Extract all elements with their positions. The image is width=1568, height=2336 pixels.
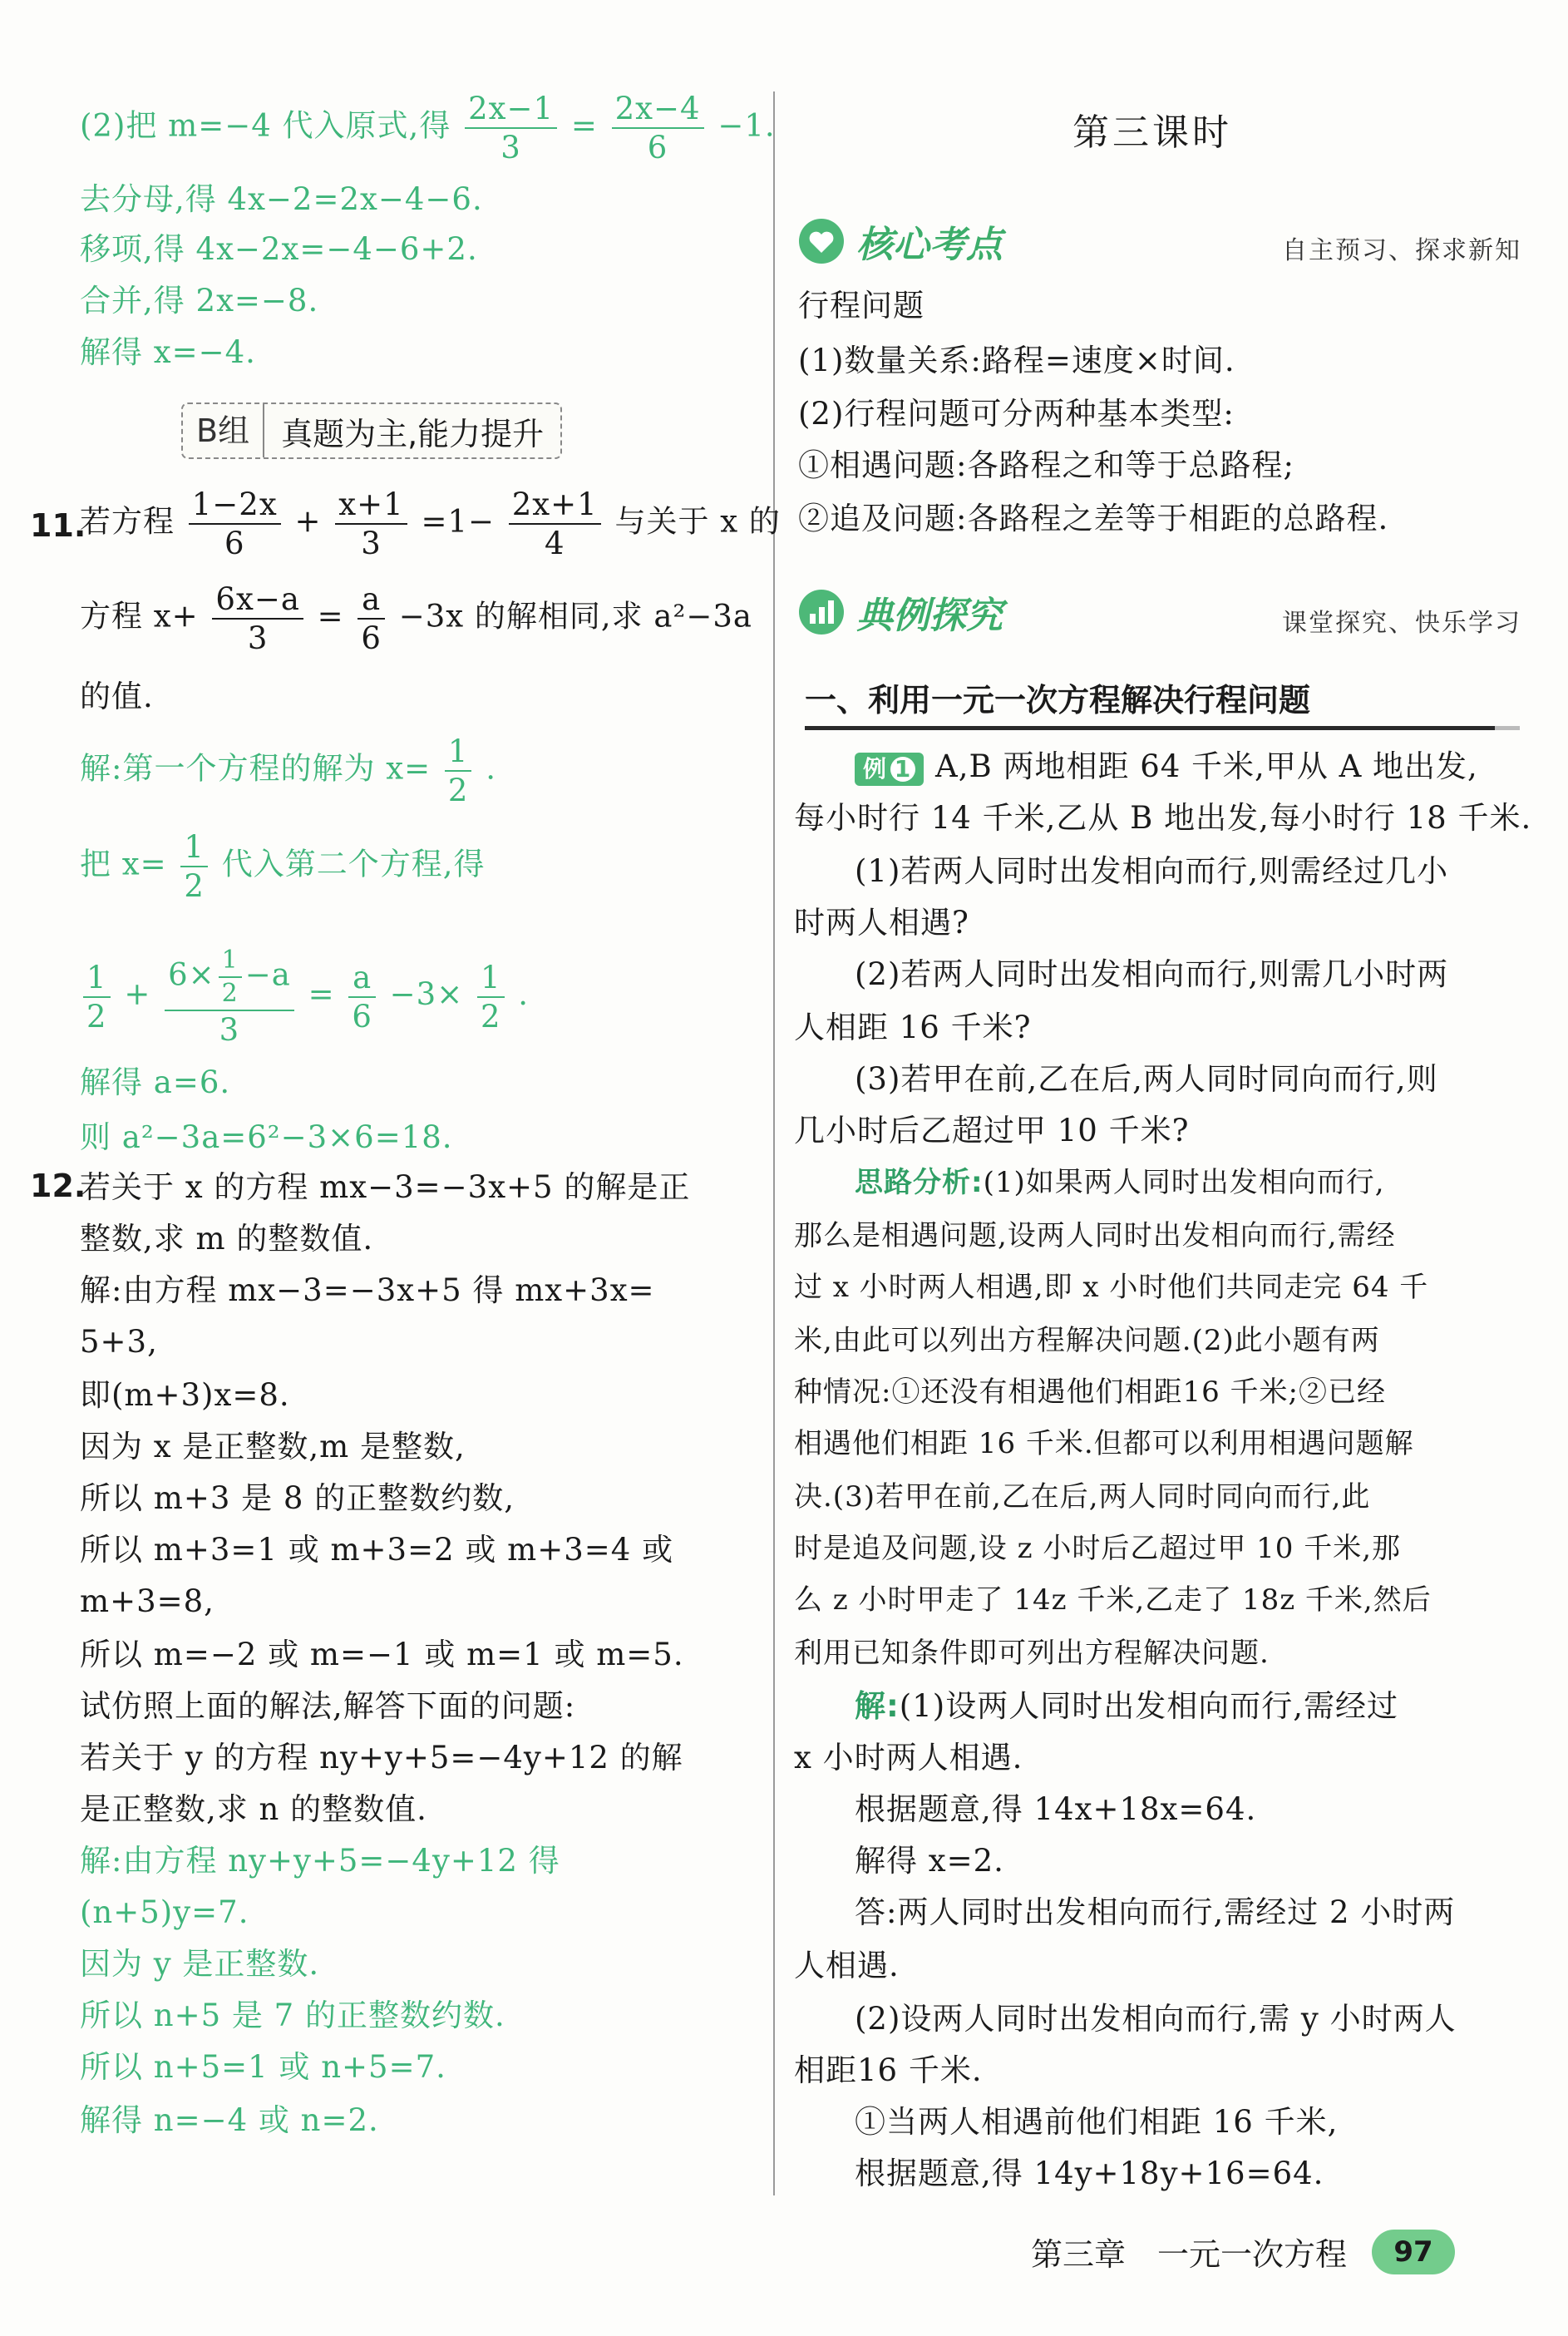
- solution-line3: 根据题意,得 14x+18x=64.: [855, 1791, 1257, 1827]
- text: 解:第一个方程的解为 x=: [80, 750, 431, 787]
- q12-line8: 所以 m+3=1 或 m+3=2 或 m+3=4 或: [80, 1532, 674, 1568]
- q11-line1: [80, 486, 781, 561]
- q12-answer-line4: 所以 n+5 是 7 的正整数约数.: [80, 1998, 505, 2033]
- text: −3x 的解相同,求 a²−3a: [398, 598, 752, 635]
- prev-solution-line5: 解得 x=−4.: [80, 334, 256, 370]
- text: =: [570, 107, 598, 144]
- analysis-line7: 决.(3)若甲在前,乙在后,两人同时同向而行,此: [794, 1480, 1371, 1514]
- q12-answer-line1: 解:由方程 ny+y+5=−4y+12 得: [80, 1843, 560, 1879]
- q12-line4: 5+3,: [80, 1324, 158, 1360]
- fraction: $\frac{1}{2}$: [180, 832, 208, 901]
- compound-fraction: 6× $\frac{1}{2}$ −a 3: [165, 948, 294, 1045]
- fraction: $\frac{a}{6}$: [348, 962, 376, 1032]
- text: =: [317, 598, 344, 635]
- prev-solution-line2: 去分母,得 4x−2=2x−4−6.: [80, 181, 483, 217]
- q12-answer-line3: 因为 y 是正整数.: [80, 1946, 320, 1982]
- text: .: [486, 750, 496, 787]
- b-group-text: 真题为主,能力提升: [281, 415, 545, 452]
- q12-answer-line2: (n+5)y=7.: [80, 1894, 249, 1930]
- q12-line5: 即(m+3)x=8.: [80, 1377, 290, 1413]
- fraction: $\frac{1}{2}$: [83, 962, 111, 1032]
- solution-line5: 答:两人同时出发相向而行,需经过 2 小时两: [855, 1894, 1456, 1930]
- text: −1.: [717, 107, 776, 144]
- solution-line8: 相距16 千米.: [794, 2052, 983, 2088]
- fraction: $\frac{2x-1}{3}$: [465, 93, 557, 163]
- solution-line10: 根据题意,得 14y+18y+16=64.: [855, 2156, 1324, 2191]
- q11-line2: [80, 581, 752, 656]
- example1-line3: (1)若两人同时出发相向而行,则需经过几小: [855, 853, 1449, 889]
- text: (2)把 m=−4 代入原式,得: [80, 107, 451, 144]
- solution-line9: ①当两人相遇前他们相距 16 千米,: [855, 2104, 1339, 2140]
- text: −3×: [389, 976, 464, 1012]
- typical-examples-header: [798, 587, 1546, 637]
- fraction: $\frac{1}{2}$: [219, 948, 242, 1006]
- q11-solution-line5: 则 a²−3a=6²−3×6=18.: [80, 1119, 453, 1155]
- example1-line5: (2)若两人同时出发相向而行,则需几小时两: [855, 956, 1449, 992]
- q12-line13: 是正整数,求 n 的整数值.: [80, 1791, 427, 1827]
- subsection-heading: 一、利用一元一次方程解决行程问题: [805, 678, 1503, 730]
- text: +: [294, 503, 322, 540]
- fraction: $\frac{6x-a}{3}$: [212, 584, 303, 654]
- solution-line2: x 小时两人相遇.: [794, 1740, 1023, 1775]
- solution-line6: 人相遇.: [794, 1948, 900, 1983]
- solution-label: 解:: [855, 1688, 900, 1724]
- core-points-subtitle: 自主预习、探求新知: [1282, 236, 1521, 265]
- analysis-label: 思路分析:: [855, 1166, 984, 1199]
- typical-examples-title: 典例探究: [856, 595, 1003, 637]
- text: =: [308, 976, 335, 1012]
- fraction: $\frac{2x-4}{6}$: [612, 93, 704, 163]
- q12-line11: 试仿照上面的解法,解答下面的问题:: [80, 1688, 576, 1724]
- text: (1)设两人同时出发相向而行,需经过: [899, 1688, 1398, 1724]
- text: A,B 两地相距 64 千米,甲从 A 地出发,: [935, 748, 1478, 784]
- text: 把 x=: [80, 846, 167, 882]
- core-points-title: 核心考点: [856, 224, 1003, 266]
- fraction: $\frac{a}{6}$: [357, 584, 385, 654]
- text: 代入第二个方程,得: [221, 846, 486, 882]
- q12-line12: 若关于 y 的方程 ny+y+5=−4y+12 的解: [80, 1740, 683, 1775]
- example1-line4: 时两人相遇?: [794, 905, 969, 941]
- fraction: $\frac{1}{2}$: [477, 962, 505, 1032]
- b-group-tag: B组: [183, 404, 264, 457]
- q11-solution-line2: [80, 829, 486, 904]
- q12-line2: 整数,求 m 的整数值.: [80, 1221, 374, 1257]
- q12-answer-line6: 解得 n=−4 或 n=2.: [80, 2102, 379, 2138]
- lesson-title: 第三课时: [1072, 111, 1232, 154]
- q11-solution-line3: [80, 946, 530, 1048]
- page-footer: [1031, 2229, 1455, 2274]
- q12-line7: 所以 m+3 是 8 的正整数约数,: [80, 1480, 515, 1516]
- q12-line3: 解:由方程 mx−3=−3x+5 得 mx+3x=: [80, 1272, 655, 1308]
- text: 与关于 x 的: [614, 503, 781, 540]
- example1-line1: [855, 747, 1478, 787]
- analysis-line3: 过 x 小时两人相遇,即 x 小时他们共同走完 64 千: [794, 1271, 1429, 1304]
- text: =1−: [421, 503, 495, 540]
- heart-icon: [798, 218, 845, 264]
- example-badge: 例 1: [855, 753, 924, 786]
- fraction: $\frac{1}{2}$: [445, 736, 472, 806]
- q11-solution-line1: [80, 733, 496, 808]
- typical-examples-subtitle: 课堂探究、快乐学习: [1282, 609, 1521, 638]
- example1-line8: 几小时后乙超过甲 10 千米?: [794, 1113, 1190, 1148]
- core-line-2: (1)数量关系:路程=速度×时间.: [798, 343, 1235, 378]
- q12-line1: 若关于 x 的方程 mx−3=−3x+5 的解是正: [80, 1169, 691, 1205]
- text: +: [124, 976, 151, 1012]
- chapter-title: 第三章 一元一次方程: [1031, 2236, 1348, 2273]
- q12-line6: 因为 x 是正整数,m 是整数,: [80, 1429, 466, 1464]
- analysis-line10: 利用已知条件即可列出方程解决问题.: [794, 1637, 1270, 1670]
- fraction: $\frac{x+1}{3}$: [335, 489, 407, 559]
- solution-line1: [855, 1687, 1398, 1726]
- text: (1)如果两人同时出发相向而行,: [983, 1166, 1385, 1199]
- example1-line7: (3)若甲在前,乙在后,两人同时同向而行,则: [855, 1061, 1438, 1097]
- question-number-11: 11.: [30, 507, 86, 544]
- analysis-line8: 时是追及问题,设 z 小时后乙超过甲 10 千米,那: [794, 1532, 1402, 1565]
- bar-chart-icon: [798, 589, 845, 635]
- analysis-line6: 相遇他们相距 16 千米.但都可以利用相遇问题解: [794, 1427, 1414, 1460]
- solution-line7: (2)设两人同时出发相向而行,需 y 小时两人: [855, 2001, 1457, 2037]
- question-number-12: 12.: [30, 1168, 86, 1204]
- column-divider: [773, 91, 775, 2195]
- text: 方程 x+: [80, 598, 199, 635]
- solution-line4: 解得 x=2.: [855, 1843, 1004, 1879]
- core-line-3: (2)行程问题可分两种基本类型:: [798, 396, 1235, 432]
- q12-line10: 所以 m=−2 或 m=−1 或 m=1 或 m=5.: [80, 1637, 684, 1672]
- b-group-banner: [181, 403, 562, 459]
- analysis-line1: [855, 1163, 1385, 1203]
- example1-line2: 每小时行 14 千米,乙从 B 地出发,每小时行 18 千米.: [794, 800, 1532, 836]
- core-line-1: 行程问题: [798, 288, 925, 323]
- core-line-5: ②追及问题:各路程之差等于相距的总路程.: [798, 501, 1389, 536]
- q11-line3: 的值.: [80, 679, 154, 714]
- core-points-header: [798, 216, 1546, 266]
- page-number: 97: [1372, 2230, 1455, 2274]
- fraction: $\frac{2x+1}{4}$: [509, 489, 601, 559]
- prev-solution-line1: [80, 93, 776, 163]
- core-line-4: ①相遇问题:各路程之和等于总路程;: [798, 447, 1294, 483]
- prev-solution-line4: 合并,得 2x=−8.: [80, 283, 319, 319]
- text: 若方程: [80, 503, 175, 540]
- prev-solution-line3: 移项,得 4x−2x=−4−6+2.: [80, 231, 478, 267]
- analysis-line2: 那么是相遇问题,设两人同时出发相向而行,需经: [794, 1219, 1396, 1252]
- analysis-line4: 米,由此可以列出方程解决问题.(2)此小题有两: [794, 1324, 1380, 1357]
- q12-line9: m+3=8,: [80, 1583, 214, 1619]
- analysis-line9: 么 z 小时甲走了 14z 千米,乙走了 18z 千米,然后: [794, 1583, 1432, 1617]
- example1-line6: 人相距 16 千米?: [794, 1010, 1032, 1045]
- fraction: $\frac{1-2x}{6}$: [189, 489, 281, 559]
- q11-solution-line4: 解得 a=6.: [80, 1064, 231, 1100]
- text: .: [518, 976, 530, 1012]
- q12-answer-line5: 所以 n+5=1 或 n+5=7.: [80, 2049, 446, 2085]
- analysis-line5: 种情况:①还没有相遇他们相距16 千米;②已经: [794, 1375, 1386, 1409]
